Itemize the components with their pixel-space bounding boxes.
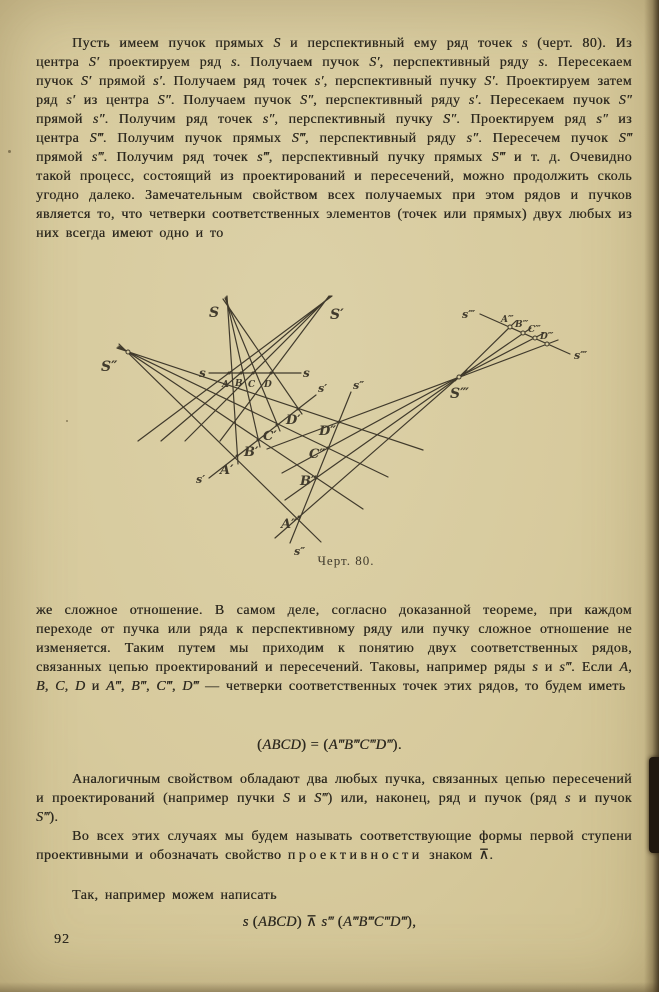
- figure: [0, 293, 659, 577]
- gutter-mark: [649, 757, 659, 853]
- svg-text:D: D: [264, 380, 272, 390]
- formula-2: s (ABCD) ⊼ s‴ (A‴B‴C‴D‴),: [242, 914, 417, 930]
- bottom-edge-shadow: [0, 982, 659, 992]
- svg-text:D‴: D‴: [540, 332, 554, 342]
- paragraph-4-start: Во всех этих случаях мы будем называть соответствующие формы первой ступени проективными и обозначать свойство: [36, 829, 632, 863]
- svg-text:S‴: S‴: [450, 386, 469, 402]
- ink-speck: [66, 420, 68, 422]
- svg-text:A: A: [222, 380, 229, 390]
- svg-text:S′: S′: [330, 307, 344, 323]
- svg-text:B‴: B‴: [515, 320, 529, 330]
- svg-text:B: B: [235, 379, 243, 389]
- figure-chart-80: [0, 293, 659, 577]
- page-number: 92: [54, 932, 70, 947]
- svg-text:s: s: [303, 366, 310, 380]
- svg-text:A‴: A‴: [501, 315, 514, 325]
- svg-text:B″: B″: [300, 474, 317, 489]
- svg-text:A′: A′: [220, 463, 234, 478]
- svg-text:s′: s′: [318, 382, 328, 395]
- svg-text:s′: s′: [196, 473, 206, 486]
- formula-1: (ABCD) = (A‴B‴C‴D‴).: [257, 737, 402, 753]
- svg-text:s‴: s‴: [462, 308, 476, 321]
- svg-text:C‴: C‴: [528, 325, 541, 335]
- svg-text:s″: s″: [294, 545, 306, 558]
- paragraph-2: же сложное отношение. В самом деле, согласно доказанной теореме, при каждом переходе от пучка или ряда к перспективному ряду или пучку сложное отношение не изменяется. Таким путем мы приходим к понятию двух соответственных рядов, связанных цепью проектирований и пересечений. Таковы, например ряды s и s‴. Если A, B, C, D и A‴, B‴, C‴, D‴ — четверки соответственных точек этих рядов, то будем иметь: [36, 603, 632, 694]
- svg-text:B′: B′: [244, 445, 259, 460]
- paragraph-4: [36, 827, 632, 865]
- svg-text:s: s: [199, 366, 206, 380]
- svg-text:Черт. 80.: Черт. 80.: [317, 553, 375, 568]
- svg-text:A″: A″: [281, 517, 297, 532]
- paragraph-4-end: знаком ⊼.: [422, 848, 494, 863]
- svg-text:D′: D′: [286, 413, 301, 428]
- paragraph-1: Пусть имеем пучок прямых S и перспективный ему ряд точек s (черт. 80). Из центра S′ проектируем ряд s. Получаем пучок S′, перспективный ряду s. Пересекаем пучок S′ прямой s′. Получаем ряд точек s′, перспективный пучку S′. Проектируем затем ряд s′ из центра S″. Получаем пучок S″, перспективный ряду s′. Пересекаем пучок S″ прямой s″. Получим ряд точек s″, перспективный пучку S″. Проектируем ряд s″ из центра S‴. Получим пучок прямых S‴, перспективный ряду s″. Пересечем пучок S‴ прямой s‴. Получим ряд точек s‴, перспективный пучку прямых S‴ и т. д. Очевидно такой процесс, состоящий из проектирований и пересечений, можно продолжить сколь угодно далеко. Замечательным свойством всех получаемых при этом рядов и пучков является то, что четверки соответственных элементов (точек или прямых) двух любых из них всегда имеют одно и то: [36, 36, 632, 241]
- svg-text:C″: C″: [309, 447, 326, 462]
- svg-text:D″: D″: [319, 424, 337, 439]
- svg-text:s‴: s‴: [574, 349, 588, 362]
- spaced-word-projectivity: проективности: [287, 848, 423, 863]
- svg-text:s″: s″: [353, 379, 365, 392]
- svg-text:C′: C′: [263, 429, 277, 444]
- svg-text:S: S: [209, 305, 220, 321]
- paragraph-3: Аналогичным свойством обладают два любых пучка, связанных цепью пересечений и проектирований (например пучки S и S‴) или, наконец, ряд и пучок (ряд s и пучок S‴).: [36, 772, 632, 825]
- paragraph-5: Так, например можем написать: [72, 888, 277, 903]
- svg-text:C: C: [248, 380, 256, 390]
- svg-text:S″: S″: [101, 359, 118, 375]
- ink-speck: [8, 150, 11, 153]
